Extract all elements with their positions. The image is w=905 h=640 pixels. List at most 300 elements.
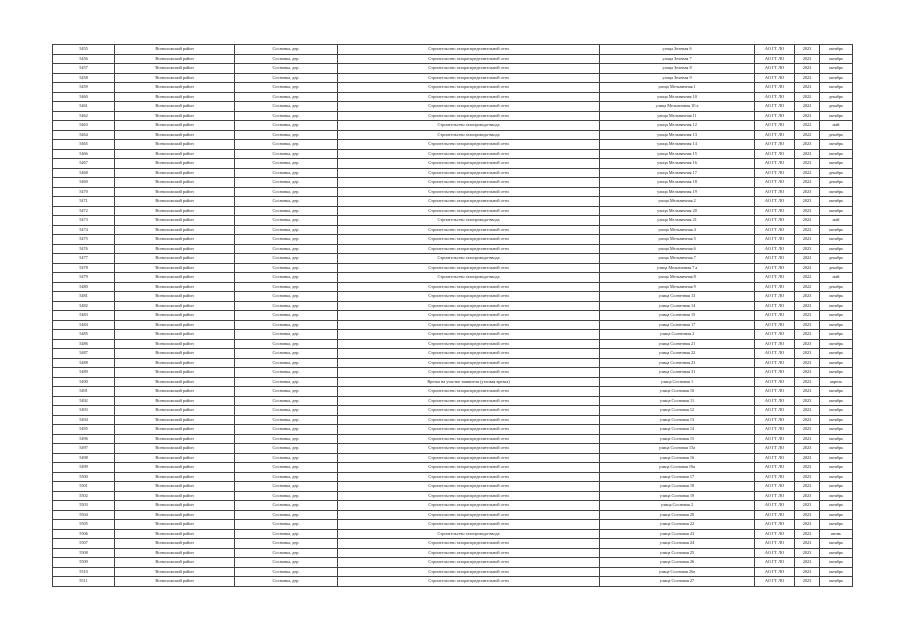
address-cell: улица Мельничная 2 xyxy=(600,197,755,207)
year-cell: 2023 xyxy=(795,368,820,378)
organization-cell: АО ГТ ЛО xyxy=(755,292,795,302)
district-cell: Всеволожский район xyxy=(115,178,235,188)
settlement-cell: Сосновка, дер. xyxy=(235,187,338,197)
settlement-cell: Сосновка, дер. xyxy=(235,206,338,216)
address-cell: улица Сосновая 25 xyxy=(600,548,755,558)
month-cell: июнь xyxy=(820,529,853,539)
address-cell: улица Сосновая 26 xyxy=(600,558,755,568)
work-type-cell: Строительство газораспределительной сети xyxy=(338,577,600,587)
row-number-cell: 5503 xyxy=(53,501,115,511)
address-cell: улица Сосновая 15а xyxy=(600,444,755,454)
month-cell: октябрь xyxy=(820,45,853,55)
table-row xyxy=(53,159,853,169)
table-row xyxy=(53,83,853,93)
table-row xyxy=(53,244,853,254)
address-cell: улица Мельничная 13 xyxy=(600,130,755,140)
settlement-cell: Сосновка, дер. xyxy=(235,349,338,359)
year-cell: 2023 xyxy=(795,64,820,74)
year-cell: 2022 xyxy=(795,282,820,292)
month-cell: октябрь xyxy=(820,225,853,235)
row-number-cell: 5491 xyxy=(53,387,115,397)
month-cell: октябрь xyxy=(820,491,853,501)
organization-cell: АО ГТ ЛО xyxy=(755,83,795,93)
work-type-cell: Строительство газораспределительной сети xyxy=(338,83,600,93)
row-number-cell: 5464 xyxy=(53,130,115,140)
address-cell: улица Мельничная 21 xyxy=(600,216,755,226)
row-number-cell: 5460 xyxy=(53,92,115,102)
work-type-cell: Строительство газораспределительной сети xyxy=(338,415,600,425)
address-cell: улица Мельничная 12 xyxy=(600,121,755,131)
table-row xyxy=(53,73,853,83)
district-cell: Всеволожский район xyxy=(115,520,235,530)
organization-cell: АО ГТ ЛО xyxy=(755,406,795,416)
table-row xyxy=(53,320,853,330)
row-number-cell: 5471 xyxy=(53,197,115,207)
work-type-cell: Строительство газопровода-ввода xyxy=(338,216,600,226)
year-cell: 2023 xyxy=(795,567,820,577)
work-type-cell: Строительство газораспределительной сети xyxy=(338,349,600,359)
row-number-cell: 5499 xyxy=(53,463,115,473)
year-cell: 2023 xyxy=(795,520,820,530)
year-cell: 2023 xyxy=(795,320,820,330)
work-type-cell: Строительство газопровода-ввода xyxy=(338,529,600,539)
row-number-cell: 5479 xyxy=(53,273,115,283)
month-cell: октябрь xyxy=(820,320,853,330)
row-number-cell: 5492 xyxy=(53,396,115,406)
row-number-cell: 5493 xyxy=(53,406,115,416)
district-cell: Всеволожский район xyxy=(115,339,235,349)
work-type-cell: Строительство газораспределительной сети xyxy=(338,339,600,349)
district-cell: Всеволожский район xyxy=(115,510,235,520)
settlement-cell: Сосновка, дер. xyxy=(235,434,338,444)
address-cell: улица Сосновая 12 xyxy=(600,406,755,416)
address-cell: улица Сосновая 2 xyxy=(600,501,755,511)
settlement-cell: Сосновка, дер. xyxy=(235,83,338,93)
district-cell: Всеволожский район xyxy=(115,396,235,406)
work-type-cell: Строительство газораспределительной сети xyxy=(338,45,600,55)
address-cell: улица Солнечная 21 xyxy=(600,339,755,349)
row-number-cell: 5486 xyxy=(53,339,115,349)
address-cell: улица Сосновая 1 xyxy=(600,377,755,387)
settlement-cell: Сосновка, дер. xyxy=(235,130,338,140)
district-cell: Всеволожский район xyxy=(115,206,235,216)
district-cell: Всеволожский район xyxy=(115,577,235,587)
address-cell: улица Мельничная 11 xyxy=(600,111,755,121)
work-type-cell: Строительство газораспределительной сети xyxy=(338,482,600,492)
year-cell: 2022 xyxy=(795,102,820,112)
row-number-cell: 5502 xyxy=(53,491,115,501)
year-cell: 2023 xyxy=(795,159,820,169)
month-cell: октябрь xyxy=(820,463,853,473)
address-cell: улица Солнечная 2 xyxy=(600,330,755,340)
district-cell: Всеволожский район xyxy=(115,368,235,378)
table-row xyxy=(53,330,853,340)
organization-cell: АО ГТ ЛО xyxy=(755,501,795,511)
month-cell: октябрь xyxy=(820,387,853,397)
district-cell: Всеволожский район xyxy=(115,263,235,273)
year-cell: 2023 xyxy=(795,491,820,501)
work-type-cell: Строительство газораспределительной сети xyxy=(338,311,600,321)
work-type-cell: Строительство газораспределительной сети xyxy=(338,396,600,406)
organization-cell: АО ГТ ЛО xyxy=(755,225,795,235)
address-cell: улица Мельничная 16 xyxy=(600,159,755,169)
year-cell: 2023 xyxy=(795,358,820,368)
district-cell: Всеволожский район xyxy=(115,83,235,93)
settlement-cell: Сосновка, дер. xyxy=(235,501,338,511)
year-cell: 2022 xyxy=(795,121,820,131)
work-type-cell: Строительство газораспределительной сети xyxy=(338,187,600,197)
address-cell: улица Сосновая 20 xyxy=(600,510,755,520)
address-cell: улица Мельничная 8 xyxy=(600,273,755,283)
table-row xyxy=(53,45,853,55)
row-number-cell: 5484 xyxy=(53,320,115,330)
address-cell: улица Мельничная 19 xyxy=(600,187,755,197)
table-row xyxy=(53,406,853,416)
district-cell: Всеволожский район xyxy=(115,54,235,64)
table-row xyxy=(53,311,853,321)
district-cell: Всеволожский район xyxy=(115,111,235,121)
settlement-cell: Сосновка, дер. xyxy=(235,64,338,74)
row-number-cell: 5511 xyxy=(53,577,115,587)
row-number-cell: 5489 xyxy=(53,368,115,378)
settlement-cell: Сосновка, дер. xyxy=(235,73,338,83)
table-row xyxy=(53,472,853,482)
work-type-cell: Строительство газораспределительной сети xyxy=(338,358,600,368)
work-type-cell: Строительство газораспределительной сети xyxy=(338,330,600,340)
month-cell: май xyxy=(820,216,853,226)
month-cell: октябрь xyxy=(820,558,853,568)
settlement-cell: Сосновка, дер. xyxy=(235,444,338,454)
month-cell: октябрь xyxy=(820,548,853,558)
month-cell: октябрь xyxy=(820,425,853,435)
settlement-cell: Сосновка, дер. xyxy=(235,396,338,406)
address-cell: улица Мельничная 17 xyxy=(600,168,755,178)
year-cell: 2023 xyxy=(795,425,820,435)
month-cell: октябрь xyxy=(820,577,853,587)
work-type-cell: Строительство газораспределительной сети xyxy=(338,453,600,463)
district-cell: Всеволожский район xyxy=(115,121,235,131)
month-cell: октябрь xyxy=(820,501,853,511)
address-cell: улица Сосновая 26а xyxy=(600,567,755,577)
address-cell: улица Сосновая 19 xyxy=(600,491,755,501)
district-cell: Всеволожский район xyxy=(115,64,235,74)
work-type-cell: Строительство газораспределительной сети xyxy=(338,301,600,311)
month-cell: октябрь xyxy=(820,472,853,482)
row-number-cell: 5466 xyxy=(53,149,115,159)
row-number-cell: 5472 xyxy=(53,206,115,216)
table-row xyxy=(53,235,853,245)
month-cell: октябрь xyxy=(820,64,853,74)
row-number-cell: 5478 xyxy=(53,263,115,273)
settlement-cell: Сосновка, дер. xyxy=(235,225,338,235)
month-cell: октябрь xyxy=(820,197,853,207)
table-row xyxy=(53,529,853,539)
address-cell: улица Мельничная 15 xyxy=(600,149,755,159)
table-row xyxy=(53,168,853,178)
settlement-cell: Сосновка, дер. xyxy=(235,539,338,549)
data-table xyxy=(52,44,853,587)
row-number-cell: 5487 xyxy=(53,349,115,359)
settlement-cell: Сосновка, дер. xyxy=(235,463,338,473)
district-cell: Всеволожский район xyxy=(115,235,235,245)
district-cell: Всеволожский район xyxy=(115,140,235,150)
work-type-cell: Строительство газопровода-ввода xyxy=(338,130,600,140)
settlement-cell: Сосновка, дер. xyxy=(235,577,338,587)
year-cell: 2023 xyxy=(795,406,820,416)
organization-cell: АО ГТ ЛО xyxy=(755,425,795,435)
organization-cell: АО ГТ ЛО xyxy=(755,377,795,387)
year-cell: 2023 xyxy=(795,539,820,549)
work-type-cell: Строительство газораспределительной сети xyxy=(338,567,600,577)
work-type-cell: Строительство газопровода-ввода xyxy=(338,254,600,264)
month-cell: октябрь xyxy=(820,434,853,444)
settlement-cell: Сосновка, дер. xyxy=(235,149,338,159)
year-cell: 2023 xyxy=(795,292,820,302)
table-row xyxy=(53,301,853,311)
district-cell: Всеволожский район xyxy=(115,567,235,577)
work-type-cell: Строительство газораспределительной сети xyxy=(338,54,600,64)
row-number-cell: 5509 xyxy=(53,558,115,568)
table-row xyxy=(53,510,853,520)
district-cell: Всеволожский район xyxy=(115,292,235,302)
year-cell: 2023 xyxy=(795,111,820,121)
organization-cell: АО ГТ ЛО xyxy=(755,482,795,492)
table-row xyxy=(53,339,853,349)
year-cell: 2023 xyxy=(795,83,820,93)
table-row xyxy=(53,102,853,112)
district-cell: Всеволожский район xyxy=(115,216,235,226)
organization-cell: АО ГТ ЛО xyxy=(755,102,795,112)
month-cell: декабрь xyxy=(820,102,853,112)
address-cell: улица Сосновая 17 xyxy=(600,472,755,482)
work-type-cell: Строительство газораспределительной сети xyxy=(338,263,600,273)
district-cell: Всеволожский район xyxy=(115,463,235,473)
district-cell: Всеволожский район xyxy=(115,149,235,159)
settlement-cell: Сосновка, дер. xyxy=(235,216,338,226)
table-row xyxy=(53,111,853,121)
settlement-cell: Сосновка, дер. xyxy=(235,168,338,178)
settlement-cell: Сосновка, дер. xyxy=(235,472,338,482)
organization-cell: АО ГТ ЛО xyxy=(755,529,795,539)
address-cell: улица Солнечная 31 xyxy=(600,368,755,378)
settlement-cell: Сосновка, дер. xyxy=(235,320,338,330)
work-type-cell: Строительство газораспределительной сети xyxy=(338,434,600,444)
table-row xyxy=(53,178,853,188)
table-row xyxy=(53,149,853,159)
settlement-cell: Сосновка, дер. xyxy=(235,45,338,55)
year-cell: 2023 xyxy=(795,187,820,197)
row-number-cell: 5457 xyxy=(53,64,115,74)
district-cell: Всеволожский район xyxy=(115,434,235,444)
year-cell: 2023 xyxy=(795,472,820,482)
row-number-cell: 5496 xyxy=(53,434,115,444)
address-cell: улица Сосновая 22 xyxy=(600,520,755,530)
organization-cell: АО ГТ ЛО xyxy=(755,64,795,74)
organization-cell: АО ГТ ЛО xyxy=(755,140,795,150)
table-row xyxy=(53,501,853,511)
work-type-cell: Строительство газораспределительной сети xyxy=(338,320,600,330)
settlement-cell: Сосновка, дер. xyxy=(235,292,338,302)
table-row xyxy=(53,444,853,454)
month-cell: октябрь xyxy=(820,159,853,169)
settlement-cell: Сосновка, дер. xyxy=(235,510,338,520)
month-cell: декабрь xyxy=(820,263,853,273)
district-cell: Всеволожский район xyxy=(115,311,235,321)
work-type-cell: Строительство газораспределительной сети xyxy=(338,168,600,178)
month-cell: октябрь xyxy=(820,453,853,463)
organization-cell: АО ГТ ЛО xyxy=(755,254,795,264)
organization-cell: АО ГТ ЛО xyxy=(755,349,795,359)
address-cell: улица Мельничная 7 xyxy=(600,254,755,264)
organization-cell: АО ГТ ЛО xyxy=(755,358,795,368)
month-cell: октябрь xyxy=(820,140,853,150)
year-cell: 2023 xyxy=(795,311,820,321)
table-row xyxy=(53,187,853,197)
address-cell: улица Сосновая 13 xyxy=(600,415,755,425)
settlement-cell: Сосновка, дер. xyxy=(235,339,338,349)
year-cell: 2022 xyxy=(795,254,820,264)
work-type-cell: Строительство газопровода-ввода xyxy=(338,273,600,283)
work-type-cell: Строительство газораспределительной сети xyxy=(338,178,600,188)
year-cell: 2023 xyxy=(795,54,820,64)
district-cell: Всеволожский район xyxy=(115,406,235,416)
year-cell: 2023 xyxy=(795,377,820,387)
work-type-cell: Строительство газораспределительной сети xyxy=(338,102,600,112)
row-number-cell: 5470 xyxy=(53,187,115,197)
year-cell: 2023 xyxy=(795,206,820,216)
row-number-cell: 5469 xyxy=(53,178,115,188)
organization-cell: АО ГТ ЛО xyxy=(755,282,795,292)
year-cell: 2023 xyxy=(795,558,820,568)
settlement-cell: Сосновка, дер. xyxy=(235,368,338,378)
organization-cell: АО ГТ ЛО xyxy=(755,168,795,178)
organization-cell: АО ГТ ЛО xyxy=(755,263,795,273)
work-type-cell: Строительство газораспределительной сети xyxy=(338,73,600,83)
settlement-cell: Сосновка, дер. xyxy=(235,415,338,425)
address-cell: улица Сосновая 11 xyxy=(600,396,755,406)
settlement-cell: Сосновка, дер. xyxy=(235,92,338,102)
address-cell: улица Сосновая 15 xyxy=(600,434,755,444)
work-type-cell: Строительство газораспределительной сети xyxy=(338,548,600,558)
table-row xyxy=(53,349,853,359)
organization-cell: АО ГТ ЛО xyxy=(755,387,795,397)
table-row xyxy=(53,396,853,406)
year-cell: 2023 xyxy=(795,140,820,150)
address-cell: улица Сосновая 27 xyxy=(600,577,755,587)
district-cell: Всеволожский район xyxy=(115,187,235,197)
row-number-cell: 5477 xyxy=(53,254,115,264)
month-cell: декабрь xyxy=(820,254,853,264)
settlement-cell: Сосновка, дер. xyxy=(235,330,338,340)
month-cell: октябрь xyxy=(820,244,853,254)
row-number-cell: 5455 xyxy=(53,45,115,55)
year-cell: 2023 xyxy=(795,330,820,340)
work-type-cell: Строительство газораспределительной сети xyxy=(338,206,600,216)
work-type-cell: Строительство газораспределительной сети xyxy=(338,463,600,473)
organization-cell: АО ГТ ЛО xyxy=(755,320,795,330)
district-cell: Всеволожский район xyxy=(115,92,235,102)
settlement-cell: Сосновка, дер. xyxy=(235,491,338,501)
district-cell: Всеволожский район xyxy=(115,282,235,292)
year-cell: 2023 xyxy=(795,396,820,406)
month-cell: октябрь xyxy=(820,567,853,577)
year-cell: 2022 xyxy=(795,216,820,226)
month-cell: октябрь xyxy=(820,415,853,425)
district-cell: Всеволожский район xyxy=(115,491,235,501)
organization-cell: АО ГТ ЛО xyxy=(755,187,795,197)
settlement-cell: Сосновка, дер. xyxy=(235,482,338,492)
organization-cell: АО ГТ ЛО xyxy=(755,159,795,169)
year-cell: 2022 xyxy=(795,130,820,140)
table-body xyxy=(53,45,853,587)
settlement-cell: Сосновка, дер. xyxy=(235,263,338,273)
table-row xyxy=(53,225,853,235)
row-number-cell: 5459 xyxy=(53,83,115,93)
work-type-cell: Строительство газораспределительной сети xyxy=(338,92,600,102)
year-cell: 2023 xyxy=(795,349,820,359)
row-number-cell: 5500 xyxy=(53,472,115,482)
address-cell: улица Мельничная 14 xyxy=(600,140,755,150)
address-cell: улица Зеленая 6 xyxy=(600,45,755,55)
organization-cell: АО ГТ ЛО xyxy=(755,463,795,473)
table-row xyxy=(53,558,853,568)
month-cell: декабрь xyxy=(820,168,853,178)
table-row xyxy=(53,463,853,473)
address-cell: улица Зеленая 8 xyxy=(600,64,755,74)
row-number-cell: 5480 xyxy=(53,282,115,292)
month-cell: октябрь xyxy=(820,339,853,349)
year-cell: 2023 xyxy=(795,577,820,587)
year-cell: 2023 xyxy=(795,45,820,55)
address-cell: улица Сосновая 24 xyxy=(600,539,755,549)
row-number-cell: 5462 xyxy=(53,111,115,121)
table-row xyxy=(53,92,853,102)
address-cell: улица Сосновая 14 xyxy=(600,425,755,435)
organization-cell: АО ГТ ЛО xyxy=(755,178,795,188)
row-number-cell: 5461 xyxy=(53,102,115,112)
row-number-cell: 5485 xyxy=(53,330,115,340)
work-type-cell: Строительство газораспределительной сети xyxy=(338,149,600,159)
work-type-cell: Строительство газораспределительной сети xyxy=(338,520,600,530)
year-cell: 2022 xyxy=(795,178,820,188)
settlement-cell: Сосновка, дер. xyxy=(235,387,338,397)
table-row xyxy=(53,282,853,292)
district-cell: Всеволожский район xyxy=(115,168,235,178)
district-cell: Всеволожский район xyxy=(115,358,235,368)
month-cell: октябрь xyxy=(820,406,853,416)
settlement-cell: Сосновка, дер. xyxy=(235,311,338,321)
settlement-cell: Сосновка, дер. xyxy=(235,244,338,254)
work-type-cell: Строительство газораспределительной сети xyxy=(338,406,600,416)
row-number-cell: 5504 xyxy=(53,510,115,520)
organization-cell: АО ГТ ЛО xyxy=(755,415,795,425)
address-cell: улица Солнечная 15 xyxy=(600,311,755,321)
organization-cell: АО ГТ ЛО xyxy=(755,577,795,587)
organization-cell: АО ГТ ЛО xyxy=(755,539,795,549)
work-type-cell: Строительство газораспределительной сети xyxy=(338,244,600,254)
work-type-cell: Строительство газораспределительной сети xyxy=(338,282,600,292)
district-cell: Всеволожский район xyxy=(115,377,235,387)
row-number-cell: 5508 xyxy=(53,548,115,558)
year-cell: 2023 xyxy=(795,149,820,159)
organization-cell: АО ГТ ЛО xyxy=(755,558,795,568)
organization-cell: АО ГТ ЛО xyxy=(755,197,795,207)
organization-cell: АО ГТ ЛО xyxy=(755,273,795,283)
organization-cell: АО ГТ ЛО xyxy=(755,216,795,226)
row-number-cell: 5467 xyxy=(53,159,115,169)
month-cell: декабрь xyxy=(820,130,853,140)
table-row xyxy=(53,263,853,273)
